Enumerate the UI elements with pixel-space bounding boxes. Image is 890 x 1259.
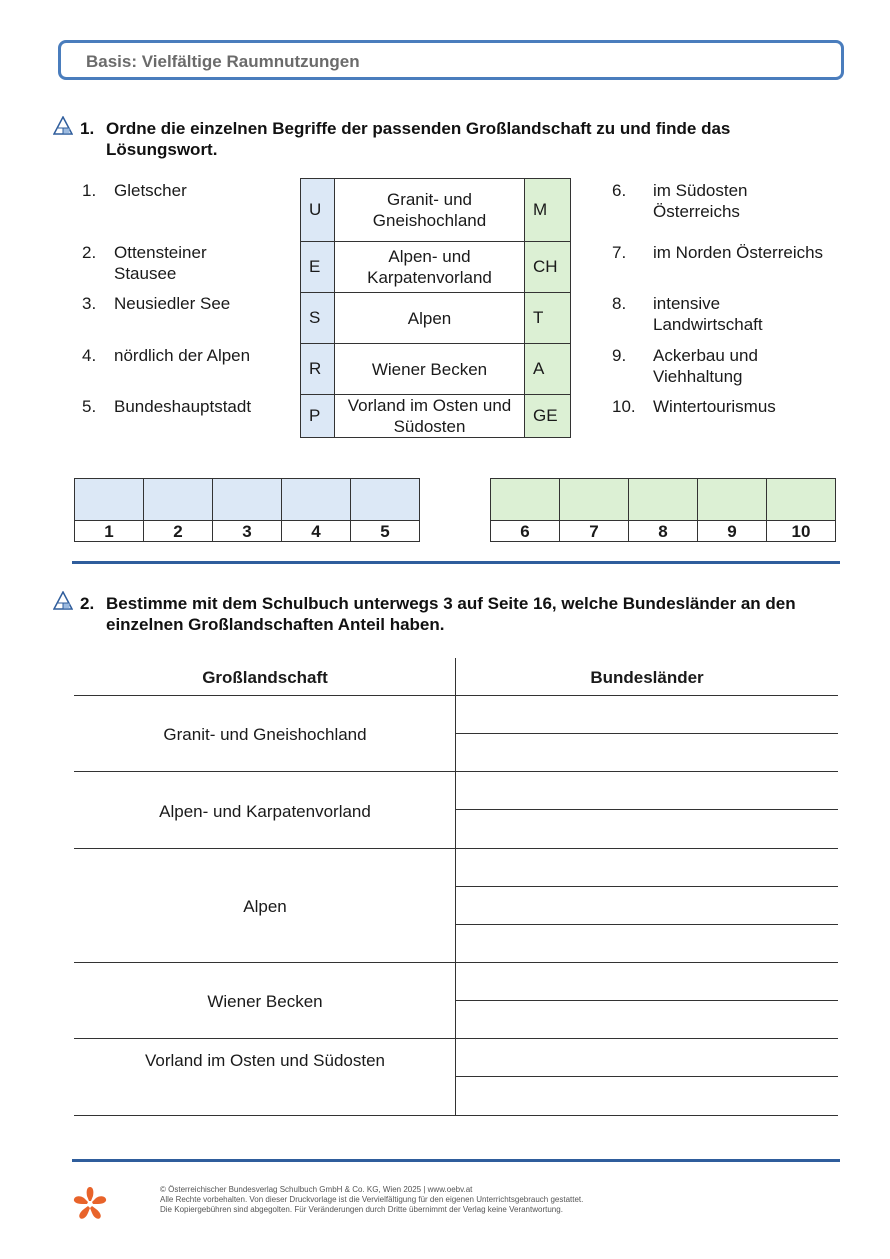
solution-grid-left: 1 2 3 4 5 [74, 478, 420, 542]
answer-field[interactable] [457, 772, 838, 809]
task-2-line-2: einzelnen Großlandschaften Anteil haben. [106, 615, 445, 634]
bundeslaender-table [74, 658, 838, 1118]
row-label-alpen: Alpen [243, 897, 287, 916]
task-1-line-1: Ordne die einzelnen Begriffe der passenden Großlandschaft zu und finde das [106, 119, 731, 138]
answer-field[interactable] [457, 1077, 838, 1115]
header-box [58, 40, 844, 80]
footer-divider [72, 1159, 840, 1162]
row-label-alpenvorland: Alpen- und Karpatenvorland [159, 802, 371, 821]
solution-cell-9[interactable] [698, 479, 767, 521]
solution-cell-8[interactable] [629, 479, 698, 521]
answer-field[interactable] [457, 810, 838, 848]
solution-cell-6[interactable] [491, 479, 560, 521]
answer-field[interactable] [457, 849, 838, 886]
answer-field[interactable] [457, 1001, 838, 1038]
row-label-wiener-becken: Wiener Becken [207, 992, 323, 1011]
difficulty-pyramid-icon [53, 116, 73, 136]
answer-field[interactable] [457, 925, 838, 962]
task-1-line-2: Lösungswort. [106, 140, 218, 159]
section-divider [72, 561, 840, 564]
column-header-grosslandschaft: Großlandschaft [202, 668, 328, 687]
solution-cell-2[interactable] [144, 479, 213, 521]
solution-cell-10[interactable] [767, 479, 836, 521]
task-2-number: 2. [80, 594, 95, 613]
difficulty-pyramid-icon [53, 591, 73, 611]
matching-table [300, 178, 571, 438]
table-row: P Vorland im Osten und Südosten GE [301, 395, 571, 438]
solution-cell-3[interactable] [213, 479, 282, 521]
publisher-logo-icon [70, 1183, 110, 1223]
task-1-number: 1. [80, 119, 95, 138]
answer-field[interactable] [457, 963, 838, 1000]
table-row: U Granit- und Gneishochland M [301, 179, 571, 242]
solution-cell-5[interactable] [351, 479, 420, 521]
solution-cell-4[interactable] [282, 479, 351, 521]
task-2-line-1: Bestimme mit dem Schulbuch unterwegs 3 auf Seite 16, welche Bundesländer an den [106, 594, 796, 613]
page-title: Basis: Vielfältige Raumnutzungen [86, 52, 360, 71]
solution-cell-7[interactable] [560, 479, 629, 521]
task-2-title [80, 593, 796, 635]
solution-grid-right: 6 7 8 9 10 [490, 478, 836, 542]
answer-field[interactable] [457, 1039, 838, 1076]
solution-cell-1[interactable] [75, 479, 144, 521]
table-row: R Wiener Becken A [301, 344, 571, 395]
answer-field[interactable] [457, 696, 838, 733]
task-1-title [80, 118, 730, 160]
footer-copyright: © Österreichischer Bundesverlag Schulbuch GmbH & Co. KG, Wien 2025 | www.oebv.at Alle Rechte vorbehalten. Von dieser Druckvorlage ist die Vervielfältigung für den eigenen Unterrichtsgebrauch gestattet. Die Kopiergebühren sind abgegolten. Für Veränderungen durch Dritte übernimmt der Verlag keine Verantwortung. [160, 1185, 584, 1214]
table-row: E Alpen- und Karpatenvorland CH [301, 242, 571, 293]
row-label-vorland: Vorland im Osten und Südosten [144, 1051, 386, 1070]
column-header-bundeslaender: Bundesländer [590, 668, 704, 687]
answer-field[interactable] [457, 887, 838, 924]
answer-field[interactable] [457, 734, 838, 771]
row-label-granit: Granit- und Gneishochland [163, 725, 367, 744]
table-row: S Alpen T [301, 293, 571, 344]
